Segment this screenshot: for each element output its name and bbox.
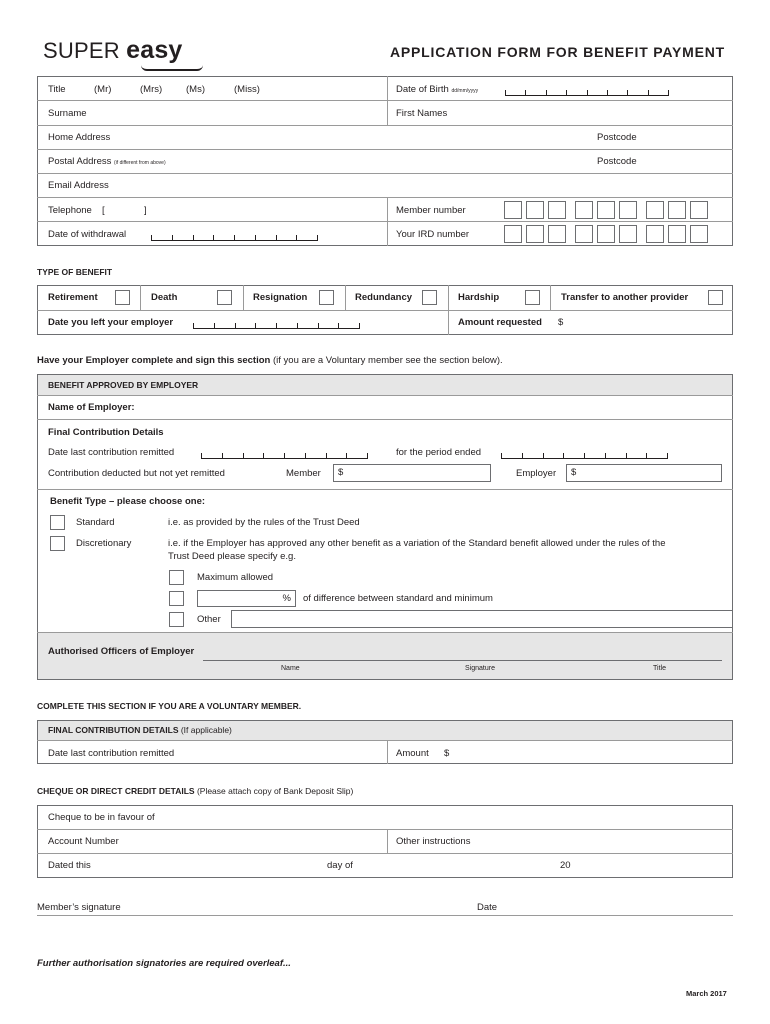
period-ended-field[interactable] — [501, 453, 668, 459]
withdrawal-date-field[interactable] — [151, 235, 318, 241]
page-title: APPLICATION FORM FOR BENEFIT PAYMENT — [390, 44, 725, 60]
logo-easy: easy — [126, 36, 183, 64]
maximum-allowed-checkbox[interactable] — [169, 570, 184, 585]
column-title: Title — [653, 665, 666, 672]
postal-address-hint: (if different from above) — [114, 160, 166, 166]
account-number-label: Account Number — [48, 836, 119, 847]
amount-requested-currency: $ — [558, 317, 564, 328]
title-option-ms[interactable]: (Ms) — [186, 84, 205, 95]
postal-address-label: Postal Address (if different from above) — [48, 156, 166, 167]
contribution-deducted-label: Contribution deducted but not yet remitted — [48, 468, 225, 479]
signature-date-label: Date — [477, 902, 498, 913]
employer-amount-label: Employer — [516, 468, 557, 479]
voluntary-header: FINAL CONTRIBUTION DETAILS (If applicable) — [48, 725, 232, 735]
benefit-transfer-label: Transfer to another provider — [561, 292, 689, 303]
logo-swoosh — [141, 65, 203, 71]
logo — [43, 36, 183, 65]
voluntary-heading: COMPLETE THIS SECTION IF YOU ARE A VOLUNTARY MEMBER. — [37, 701, 302, 711]
benefit-death-checkbox[interactable] — [217, 290, 232, 305]
title-option-miss[interactable]: (Miss) — [234, 84, 260, 95]
benefit-redundancy-checkbox[interactable] — [422, 290, 437, 305]
percent-difference-checkbox[interactable] — [169, 591, 184, 606]
voluntary-date-last-label: Date last contribution remitted — [48, 748, 175, 759]
dob-label: Date of Birth dd/mm/yyyy — [396, 84, 479, 95]
home-address-label: Home Address — [48, 132, 111, 143]
footer-note: Further authorisation signatories are required overleaf... — [37, 958, 291, 969]
discretionary-label: Discretionary — [76, 538, 132, 549]
employer-amount-currency: $ — [571, 467, 577, 478]
column-signature: Signature — [465, 665, 495, 672]
title-label: Title — [48, 84, 66, 95]
year-prefix: 20 — [560, 860, 571, 871]
date-left-employer-label: Date you left your employer — [48, 317, 174, 328]
first-names-label: First Names — [396, 108, 448, 119]
benefit-retirement-label: Retirement — [48, 292, 98, 303]
date-last-contribution-label: Date last contribution remitted — [48, 447, 175, 458]
date-left-employer-field[interactable] — [193, 323, 360, 329]
title-option-mr[interactable]: (Mr) — [94, 84, 112, 95]
column-name: Name — [281, 665, 300, 672]
discretionary-checkbox[interactable] — [50, 536, 65, 551]
benefit-hardship-label: Hardship — [458, 292, 500, 303]
withdrawal-label: Date of withdrawal — [48, 229, 127, 240]
footer-date: March 2017 — [686, 989, 727, 998]
other-field[interactable] — [231, 610, 733, 628]
benefit-death-label: Death — [151, 292, 178, 303]
telephone-label: Telephone — [48, 205, 92, 216]
member-amount-field[interactable] — [333, 464, 491, 482]
member-number-boxes[interactable] — [504, 201, 708, 219]
employer-section-header: BENEFIT APPROVED BY EMPLOYER — [48, 380, 199, 390]
standard-label: Standard — [76, 517, 115, 528]
date-last-contribution-field[interactable] — [201, 453, 368, 459]
surname-label: Surname — [48, 108, 87, 119]
benefit-transfer-checkbox[interactable] — [708, 290, 723, 305]
benefit-hardship-checkbox[interactable] — [525, 290, 540, 305]
member-amount-currency: $ — [338, 467, 344, 478]
benefit-resignation-label: Resignation — [253, 292, 308, 303]
employer-intro: Have your Employer complete and sign this section (if you are a Voluntary member see the section below). — [37, 355, 503, 366]
benefit-redundancy-label: Redundancy — [355, 292, 413, 303]
member-amount-label: Member — [286, 468, 321, 479]
benefit-type-heading: TYPE OF BENEFIT — [37, 267, 113, 277]
telephone-bracket-close: ] — [144, 205, 147, 216]
discretionary-description-line-1: i.e. if the Employer has approved any other benefit as a variation of the Standard benefit allowed under the rules of the — [168, 538, 666, 549]
dob-field[interactable] — [505, 90, 669, 96]
logo-super: SUPER — [43, 38, 120, 63]
employer-name-label: Name of Employer: — [48, 402, 135, 413]
postal-postcode-label: Postcode — [597, 156, 637, 167]
authorised-officers-label: Authorised Officers of Employer — [48, 646, 195, 657]
final-contribution-heading: Final Contribution Details — [48, 427, 164, 438]
email-label: Email Address — [48, 180, 109, 191]
benefit-resignation-checkbox[interactable] — [319, 290, 334, 305]
day-of-label: day of — [327, 860, 353, 871]
employer-amount-field[interactable] — [566, 464, 722, 482]
signature-line[interactable] — [37, 915, 733, 916]
ird-number-boxes[interactable] — [504, 225, 708, 243]
title-option-mrs[interactable]: (Mrs) — [140, 84, 163, 95]
telephone-bracket-open: [ — [102, 205, 105, 216]
maximum-allowed-label: Maximum allowed — [197, 572, 274, 583]
standard-checkbox[interactable] — [50, 515, 65, 530]
voluntary-amount-label: Amount — [396, 748, 429, 759]
authorised-officers-line[interactable] — [203, 660, 722, 661]
member-number-label: Member number — [396, 205, 466, 216]
other-label: Other — [197, 614, 221, 625]
period-ended-label: for the period ended — [396, 447, 482, 458]
other-checkbox[interactable] — [169, 612, 184, 627]
voluntary-amount-currency: $ — [444, 748, 450, 759]
ird-label: Your IRD number — [396, 229, 470, 240]
percent-sign: % — [282, 593, 291, 604]
benefit-retirement-checkbox[interactable] — [115, 290, 130, 305]
member-signature-label: Member’s signature — [37, 902, 121, 913]
amount-requested-label: Amount requested — [458, 317, 542, 328]
dob-hint: dd/mm/yyyy — [451, 88, 479, 94]
dated-this-label: Dated this — [48, 860, 91, 871]
home-postcode-label: Postcode — [597, 132, 637, 143]
cheque-heading: CHEQUE OR DIRECT CREDIT DETAILS (Please attach copy of Bank Deposit Slip) — [37, 786, 354, 796]
cheque-favour-label: Cheque to be in favour of — [48, 812, 155, 823]
standard-description: i.e. as provided by the rules of the Trust Deed — [168, 517, 360, 528]
discretionary-description-line-2: Trust Deed please specify e.g. — [168, 551, 296, 562]
percent-difference-field[interactable] — [197, 590, 296, 607]
other-instructions-label: Other instructions — [396, 836, 471, 847]
difference-label: of difference between standard and minimum — [303, 593, 493, 604]
benefit-type-choose-heading: Benefit Type – please choose one: — [50, 496, 206, 507]
